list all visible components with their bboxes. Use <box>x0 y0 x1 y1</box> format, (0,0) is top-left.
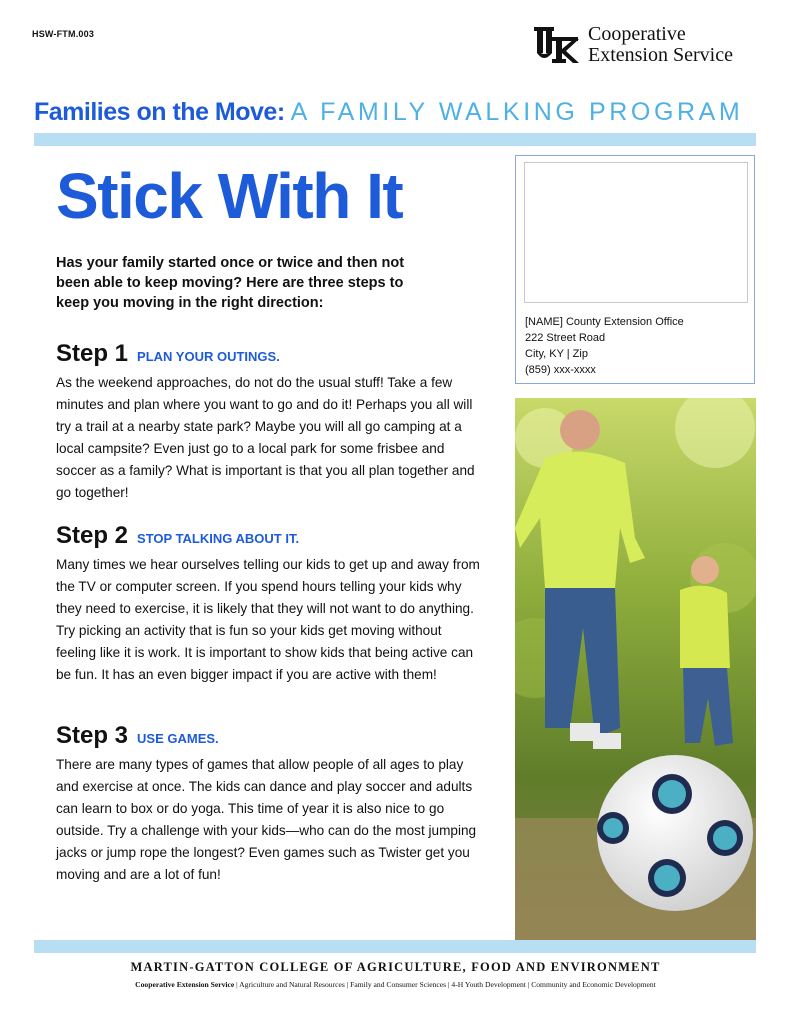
footer-programs <box>0 980 791 989</box>
series-title <box>34 98 743 127</box>
step-2-body: Many times we hear ourselves telling our kids to get up and away from the TV or computer screen. If you spend hours telling your kids why they need to exercise, it is likely that they will not want to do anything. Try picking an activity that is fun so your kids get moving without feeling like it is work. It is important to show kids that being active can be fun. It has an even bigger impact if you are active with them! <box>56 557 480 682</box>
step-3-label: Step 3 <box>56 722 129 749</box>
step-2-label: Step 2 <box>56 522 129 549</box>
address-line-1: [NAME] County Extension Office <box>525 316 684 328</box>
step-3 <box>56 722 481 886</box>
org-name-line1: Cooperative <box>588 23 686 45</box>
intro-paragraph: Has your family started once or twice and then not been able to keep moving? Here are three steps to keep you moving in the right direction: <box>56 255 405 311</box>
series-title-light: A FAMILY WALKING PROGRAM <box>290 98 744 126</box>
step-3-body: There are many types of games that allow people of all ages to play and exercise at once. The kids can dance and play soccer and adults can learn to box or do yoga. This time of year it is also nice to go outside. Try a challenge with your kids—who can do the most jumping jacks or jump rope the longest? Even games such as Twister get you moving and are a lot of fun! <box>56 757 477 882</box>
step-1-body: As the weekend approaches, do not do the usual stuff! Take a few minutes and plan where you want to go and do it! Perhaps you all will try a trail at a nearby state park? Maybe you will all go camping at a local campsite? Even just go to a local park for some frisbee and soccer as a family? What is important is that you all plan together and go together! <box>56 375 475 500</box>
step-2 <box>56 522 481 686</box>
step-2-subtitle: STOP TALKING ABOUT IT. <box>137 531 300 546</box>
address-box <box>515 155 755 384</box>
image-placeholder <box>524 162 748 303</box>
document-code: HSW-FTM.003 <box>32 29 95 39</box>
step-1 <box>56 340 481 504</box>
uk-logo-icon <box>532 25 580 65</box>
bottom-color-band <box>34 940 756 953</box>
footer-programs-first: Cooperative Extension Service <box>135 980 235 989</box>
footer-college: MARTIN-GATTON COLLEGE OF AGRICULTURE, FOOD AND ENVIRONMENT <box>130 960 661 974</box>
address-line-2: 222 Street Road <box>525 332 606 344</box>
top-color-band <box>34 133 756 146</box>
org-name-line2: Extension Service <box>588 44 733 66</box>
step-1-subtitle: PLAN YOUR OUTINGS. <box>137 349 280 364</box>
photo-illustration <box>515 398 756 941</box>
step-1-label: Step 1 <box>56 340 129 367</box>
org-name <box>588 24 733 66</box>
footer-programs-rest: | Agriculture and Natural Resources | Family and Consumer Sciences | 4-H Youth Development | Community and Economic Development <box>234 980 656 989</box>
address-line-3: City, KY | Zip <box>525 348 588 360</box>
page-title: Stick With It <box>56 160 403 232</box>
series-title-bold: Families on the Move: <box>34 98 285 126</box>
org-header <box>532 24 733 66</box>
family-soccer-photo <box>515 398 756 941</box>
step-3-subtitle: USE GAMES. <box>137 731 219 746</box>
address-line-4: (859) xxx-xxxx <box>525 364 596 376</box>
address-lines <box>525 314 684 378</box>
